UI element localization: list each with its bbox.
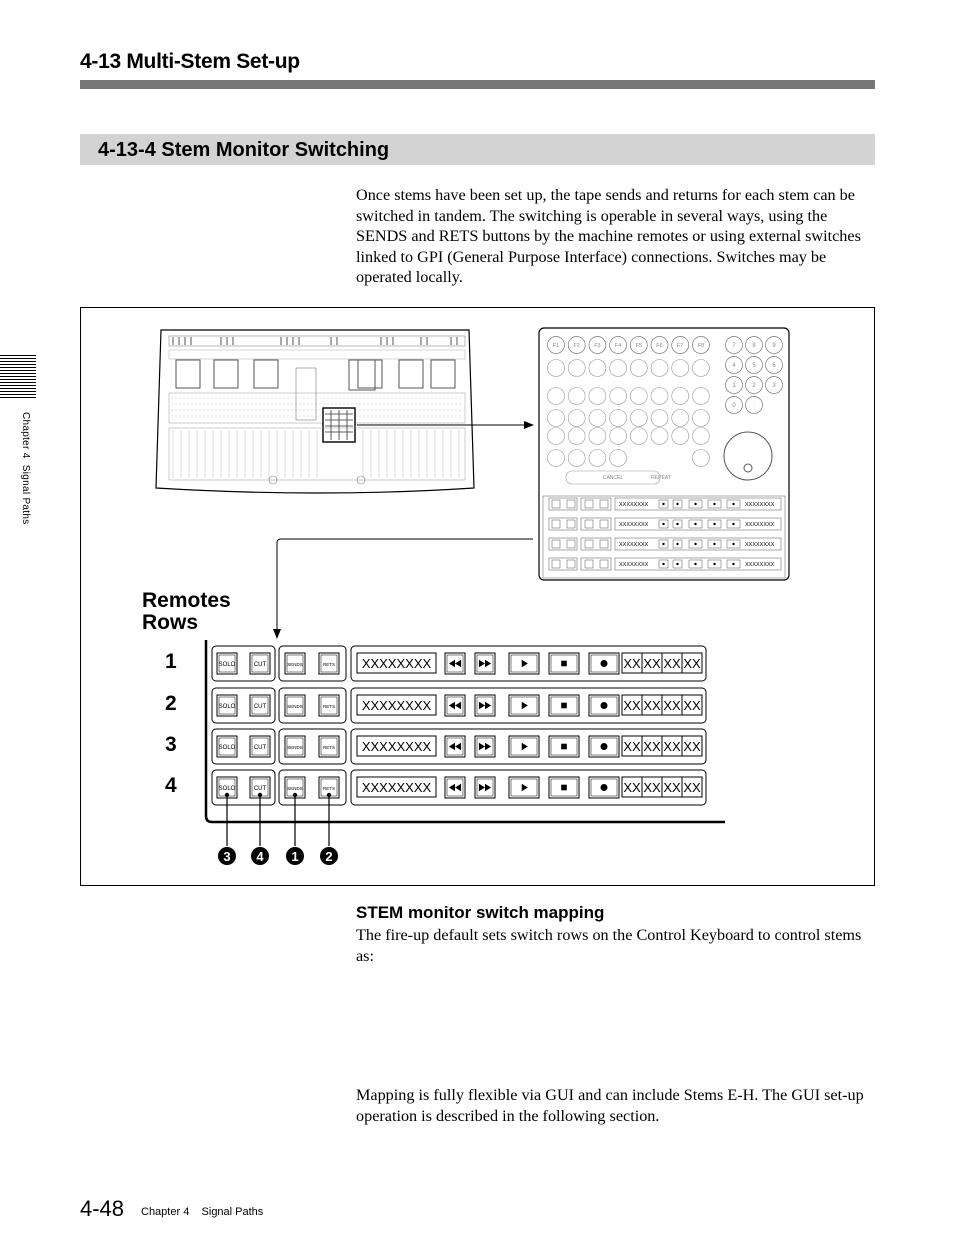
svg-text:XX: XX	[663, 698, 681, 713]
rec-button[interactable]	[589, 736, 619, 757]
svg-text:XX: XX	[623, 780, 641, 795]
gui-paragraph: Mapping is fully flexible via GUI and can include Stems E-H. The GUI set-up operation is described in the following section.	[356, 1086, 864, 1125]
number-key[interactable]: 8	[752, 343, 756, 349]
svg-text:XX: XX	[623, 698, 641, 713]
solo-button[interactable]	[217, 653, 237, 674]
rec-button[interactable]	[589, 695, 619, 716]
keypad-row-timecode: XXXXXXXX	[745, 502, 775, 508]
play-button[interactable]	[509, 777, 539, 798]
svg-text:XXXXXXXX: XXXXXXXX	[361, 698, 432, 713]
svg-text:XXXXXXXX: XXXXXXXX	[361, 780, 432, 795]
svg-text:SENDS: SENDS	[287, 745, 303, 750]
machine-name-display	[357, 736, 436, 756]
number-key[interactable]: 6	[772, 363, 776, 369]
callout-marker	[286, 847, 304, 865]
row-number: 2	[165, 692, 177, 715]
function-key[interactable]: F1	[552, 343, 560, 349]
row-number: 4	[165, 774, 177, 797]
svg-text:XX: XX	[623, 739, 641, 754]
footer-chapter-label: Chapter 4 Signal Paths	[141, 1206, 264, 1218]
number-key[interactable]: 4	[732, 363, 736, 369]
function-key[interactable]: F6	[656, 343, 663, 349]
svg-text:SOLO: SOLO	[218, 786, 236, 792]
svg-text:XX: XX	[683, 780, 701, 795]
svg-text:SOLO: SOLO	[218, 704, 236, 710]
cut-button[interactable]	[250, 653, 270, 674]
machine-name-display	[357, 695, 436, 715]
svg-text:SOLO: SOLO	[218, 662, 236, 668]
row-number: 3	[165, 733, 177, 756]
rets-button[interactable]	[319, 695, 339, 716]
remote-row	[165, 770, 706, 805]
function-key[interactable]: F4	[614, 343, 622, 349]
section-rule	[80, 80, 875, 89]
svg-text:1: 1	[291, 849, 299, 864]
chapter-tab-marker	[0, 355, 36, 400]
number-key[interactable]: 7	[732, 343, 736, 349]
svg-text:RETS: RETS	[322, 786, 336, 791]
remotes-label-line2: Rows	[142, 611, 199, 634]
mapping-heading: STEM monitor switch mapping	[356, 903, 605, 922]
svg-text:CUT: CUT	[253, 662, 267, 668]
mapping-paragraph: The fire-up default sets switch rows on the Control Keyboard to control stems as:	[356, 926, 862, 965]
svg-text:XX: XX	[643, 780, 661, 795]
rew-button[interactable]	[445, 695, 465, 716]
number-key[interactable]: 3	[772, 383, 776, 389]
rets-button[interactable]	[319, 653, 339, 674]
sends-button[interactable]	[285, 736, 305, 757]
remotes-rows-figure	[80, 307, 875, 886]
svg-text:XX: XX	[623, 656, 641, 671]
number-key[interactable]: 2	[752, 383, 756, 389]
subsection-title: 4-13-4 Stem Monitor Switching	[98, 139, 390, 161]
solo-button[interactable]	[217, 695, 237, 716]
svg-text:XX: XX	[683, 739, 701, 754]
keypad-row-timecode: XXXXXXXX	[745, 562, 775, 568]
timecode-display	[622, 653, 702, 673]
machine-name-display	[357, 777, 436, 797]
timecode-display	[622, 736, 702, 756]
svg-text:CUT: CUT	[253, 786, 267, 792]
svg-text:CUT: CUT	[253, 704, 267, 710]
svg-text:RETS: RETS	[322, 662, 336, 667]
timecode-display	[622, 777, 702, 797]
rec-button[interactable]	[589, 777, 619, 798]
number-key[interactable]: 0	[732, 403, 736, 409]
svg-text:SOLO: SOLO	[218, 745, 236, 751]
svg-text:XX: XX	[663, 739, 681, 754]
cut-button[interactable]	[250, 736, 270, 757]
repeat-key-label: REPEAT	[651, 475, 671, 481]
cancel-key-label: CANCEL	[602, 475, 624, 481]
svg-text:2: 2	[325, 849, 333, 864]
svg-text:XXXXXXXX: XXXXXXXX	[361, 739, 432, 754]
svg-text:SENDS: SENDS	[287, 786, 303, 791]
timecode-display	[622, 695, 702, 715]
svg-text:XX: XX	[643, 698, 661, 713]
svg-text:XXXXXXXX: XXXXXXXX	[361, 656, 432, 671]
play-button[interactable]	[509, 736, 539, 757]
number-key[interactable]: 5	[752, 363, 756, 369]
remotes-label-line1: Remotes	[142, 589, 231, 612]
rets-button[interactable]	[319, 736, 339, 757]
remote-row	[165, 688, 706, 723]
number-key[interactable]: :	[753, 403, 755, 409]
rec-button[interactable]	[589, 653, 619, 674]
ff-button[interactable]	[475, 736, 495, 757]
svg-text:RETS: RETS	[322, 745, 336, 750]
keypad-row-display: XXXXXXXX	[619, 522, 649, 528]
stop-button[interactable]	[549, 736, 579, 757]
svg-text:4: 4	[256, 849, 264, 864]
ff-button[interactable]	[475, 777, 495, 798]
svg-text:XX: XX	[663, 780, 681, 795]
callout-marker	[218, 847, 236, 865]
callout-marker	[320, 847, 338, 865]
number-key[interactable]: 9	[772, 343, 776, 349]
svg-text:XX: XX	[643, 739, 661, 754]
svg-text:XX: XX	[683, 656, 701, 671]
rew-button[interactable]	[445, 736, 465, 757]
ff-button[interactable]	[475, 653, 495, 674]
remote-row	[165, 646, 706, 681]
stop-button[interactable]	[549, 653, 579, 674]
rew-button[interactable]	[445, 653, 465, 674]
svg-text:CUT: CUT	[253, 745, 267, 751]
keypad-row-timecode: XXXXXXXX	[745, 542, 775, 548]
svg-text:XX: XX	[663, 656, 681, 671]
play-button[interactable]	[509, 653, 539, 674]
function-key[interactable]: F5	[635, 343, 643, 349]
function-key[interactable]: F2	[573, 343, 580, 349]
sends-button[interactable]	[285, 653, 305, 674]
ff-button[interactable]	[475, 695, 495, 716]
function-key[interactable]: F7	[676, 343, 684, 349]
keypad-row-display: XXXXXXXX	[619, 542, 649, 548]
function-key[interactable]: F8	[697, 343, 705, 349]
cut-button[interactable]	[250, 695, 270, 716]
svg-text:SENDS: SENDS	[287, 704, 303, 709]
section-title: 4-13 Multi-Stem Set-up	[80, 50, 300, 73]
machine-name-display	[357, 653, 436, 673]
rew-button[interactable]	[445, 777, 465, 798]
subsection-banner	[80, 134, 875, 165]
figure-illustration	[81, 308, 874, 885]
row-number: 1	[165, 650, 177, 673]
keypad-row-display: XXXXXXXX	[619, 562, 649, 568]
svg-text:3: 3	[223, 849, 231, 864]
control-keyboard-illustration	[539, 328, 789, 580]
function-key[interactable]: F3	[594, 343, 601, 349]
svg-text:XX: XX	[643, 656, 661, 671]
keypad-row-timecode: XXXXXXXX	[745, 522, 775, 528]
stop-button[interactable]	[549, 695, 579, 716]
intro-paragraph: Once stems have been set up, the tape sends and returns for each stem can be switched in tandem. The switching is operable in several ways, using the SENDS and RETS buttons by the machine remotes or using external switches linked to GPI (General Purpose Interface) connections. Switches may be operated locally.	[356, 186, 861, 286]
play-button[interactable]	[509, 695, 539, 716]
chapter-tab-label: Chapter 4 Signal Paths	[20, 412, 31, 525]
svg-text:RETS: RETS	[322, 704, 336, 709]
stop-button[interactable]	[549, 777, 579, 798]
solo-button[interactable]	[217, 736, 237, 757]
svg-text:SENDS: SENDS	[287, 662, 303, 667]
number-key[interactable]: 1	[732, 383, 736, 389]
page-number: 4-48	[80, 1196, 125, 1221]
callout-marker	[251, 847, 269, 865]
keypad-row-display: XXXXXXXX	[619, 502, 649, 508]
remote-row	[165, 729, 706, 764]
svg-text:XX: XX	[683, 698, 701, 713]
sends-button[interactable]	[285, 695, 305, 716]
console-illustration	[156, 330, 474, 493]
